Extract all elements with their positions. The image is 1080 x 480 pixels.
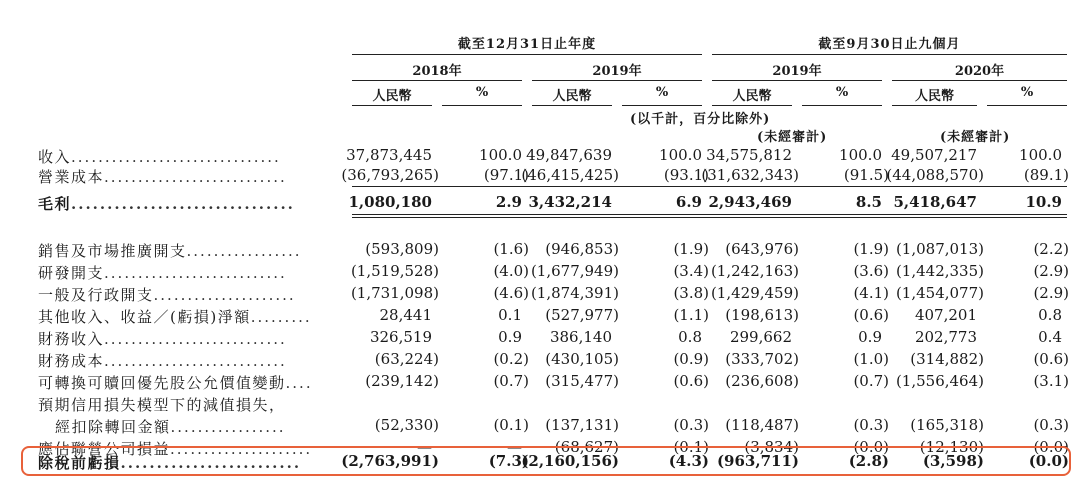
cell-pct: (1.6) <box>493 240 529 258</box>
row-label <box>38 372 313 393</box>
cell-rmb: 28,441 <box>379 306 432 324</box>
cell-pct: 0.8 <box>1038 306 1062 324</box>
cell-rmb: 49,847,639 <box>526 146 612 164</box>
rule-cost-bottom <box>352 186 1067 187</box>
rule-period-year <box>352 54 702 55</box>
cell-rmb: (36,793,265) <box>341 166 439 184</box>
table-row-rnd <box>0 262 1080 282</box>
cell-pct: 2.9 <box>495 193 522 211</box>
leader-dots: ........................... <box>104 352 287 370</box>
cell-pct: 0.9 <box>858 328 882 346</box>
cell-rmb: (12,130) <box>919 438 984 456</box>
cell-pct: (0.3) <box>853 416 889 434</box>
cell-pct: (0.1) <box>673 438 709 456</box>
cell-pct: (0.6) <box>1033 350 1069 368</box>
cell-pct: 6.9 <box>675 193 702 211</box>
rule-sub <box>532 105 612 106</box>
rule-year-2020 <box>892 80 1067 81</box>
cell-rmb: (137,131) <box>545 416 619 434</box>
cell-rmb: (1,677,949) <box>530 262 619 280</box>
cell-rmb: 407,201 <box>914 306 977 324</box>
subheader-pct: % <box>655 85 669 100</box>
cell-rmb: 202,773 <box>914 328 977 346</box>
cell-pct: (7.3) <box>488 452 529 470</box>
cell-rmb: 326,519 <box>369 328 432 346</box>
cell-pct: 0.4 <box>1038 328 1062 346</box>
row-label <box>38 166 287 187</box>
table-row-finance-income <box>0 328 1080 348</box>
rule-sub <box>352 105 432 106</box>
cell-pct: (0.6) <box>673 372 709 390</box>
leader-dots: ......... <box>250 308 312 326</box>
row-label <box>38 146 281 167</box>
subheader-rmb: 人民幣 <box>552 89 592 104</box>
cell-pct: (3.6) <box>853 262 889 280</box>
table-row-impairment-heading <box>0 394 1080 414</box>
row-label <box>38 240 302 261</box>
cell-pct: (0.7) <box>493 372 529 390</box>
row-label-text: 應佔聯營公司損益 <box>38 440 171 458</box>
row-label-text: 一般及行政開支 <box>38 286 154 304</box>
table-row-impairment-net <box>0 416 1080 436</box>
row-label <box>38 284 296 305</box>
row-label-text: 可轉換可贖回優先股公允價值變動 <box>38 374 286 392</box>
cell-rmb: (118,487) <box>725 416 799 434</box>
row-label-text: 財務成本 <box>38 352 105 370</box>
cell-rmb: (1,874,391) <box>530 284 619 302</box>
cell-pct: (3.8) <box>673 284 709 302</box>
cell-pct: (1.0) <box>853 350 889 368</box>
cell-pct: (3.1) <box>1033 372 1069 390</box>
cell-rmb: (1,731,098) <box>350 284 439 302</box>
cell-pct: 100.0 <box>659 146 702 164</box>
row-label-text: 銷售及市場推廣開支 <box>38 242 187 260</box>
subheader-pct: % <box>835 85 849 100</box>
cell-pct: — <box>507 438 522 456</box>
table-row-revenue <box>0 146 1080 166</box>
cell-pct: 0.8 <box>678 328 702 346</box>
year-2018: 2018年 <box>412 64 462 79</box>
cell-pct: (0.3) <box>1033 416 1069 434</box>
cell-rmb: (3,834) <box>744 438 799 456</box>
row-label-text: 研發開支 <box>38 264 105 282</box>
cell-rmb: 5,418,647 <box>893 193 977 211</box>
subheader-rmb: 人民幣 <box>372 89 412 104</box>
row-label-text: 預期信用損失模型下的減值損失， <box>38 396 286 414</box>
leader-dots: ........................... <box>104 168 287 186</box>
cell-rmb: (1,556,464) <box>895 372 984 390</box>
cell-pct: 0.1 <box>498 306 522 324</box>
year-2019-a: 2019年 <box>592 64 642 79</box>
rule-sub <box>987 105 1067 106</box>
cell-rmb: 2,943,469 <box>708 193 792 211</box>
table-row-finance-costs <box>0 350 1080 370</box>
cell-rmb: (46,415,425) <box>521 166 619 184</box>
row-label-text: 經扣除轉回金額 <box>55 418 171 436</box>
cell-pct: (0.0) <box>1028 452 1069 470</box>
rule-year-2019b <box>712 80 882 81</box>
leader-dots: ..................... <box>170 440 313 458</box>
cell-rmb: (239,142) <box>365 372 439 390</box>
cell-pct: (97.1) <box>483 166 529 184</box>
subheader-pct: % <box>475 85 489 100</box>
cell-pct: (0.0) <box>1033 438 1069 456</box>
leader-dots: ............................... <box>71 195 295 213</box>
cell-pct: (4.6) <box>493 284 529 302</box>
leader-dots: ........................... <box>104 330 287 348</box>
row-label <box>38 306 312 327</box>
leader-dots: ................. <box>186 242 302 260</box>
cell-pct: (4.0) <box>493 262 529 280</box>
table-row-other-income <box>0 306 1080 326</box>
cell-rmb: 386,140 <box>549 328 612 346</box>
cell-pct: (0.6) <box>853 306 889 324</box>
row-label-text: 財務收入 <box>38 330 105 348</box>
cell-rmb: (198,613) <box>725 306 799 324</box>
cell-rmb: (3,598) <box>922 452 984 470</box>
row-label <box>38 394 286 415</box>
row-label <box>38 328 287 349</box>
cell-rmb: (643,976) <box>725 240 799 258</box>
cell-pct: (0.9) <box>673 350 709 368</box>
cell-rmb: (52,330) <box>374 416 439 434</box>
subheader-pct: % <box>1020 85 1034 100</box>
cell-rmb: (2,160,156) <box>521 452 619 470</box>
period-title-nine-months: 截至9月30日止九個月 <box>818 37 961 52</box>
rule-year-2018 <box>352 80 522 81</box>
year-2020: 2020年 <box>954 64 1005 79</box>
rule-sub <box>712 105 792 106</box>
cell-rmb: (1,429,459) <box>710 284 799 302</box>
row-label-text: 收入 <box>38 148 72 166</box>
row-label-text: 除稅前虧損 <box>38 454 121 472</box>
row-label <box>55 416 286 437</box>
leader-dots: ........................... <box>104 264 287 282</box>
rule-gross-profit-bottom-2 <box>352 217 1067 218</box>
cell-pct: (3.4) <box>673 262 709 280</box>
cell-rmb: — <box>417 438 432 456</box>
cell-rmb: (333,702) <box>725 350 799 368</box>
leader-dots: .... <box>285 374 313 392</box>
rule-sub <box>442 105 522 106</box>
cell-rmb: (1,442,335) <box>895 262 984 280</box>
period-title-year: 截至12月31日止年度 <box>457 37 597 52</box>
table-row-cost-of-revenue <box>0 166 1080 186</box>
rule-sub <box>892 105 977 106</box>
cell-rmb: (165,318) <box>910 416 984 434</box>
cell-pct: (0.3) <box>673 416 709 434</box>
row-label-text: 其他收入、收益／(虧損)淨額 <box>38 308 251 326</box>
row-label-text: 營業成本 <box>38 168 105 186</box>
table-row-general-admin <box>0 284 1080 304</box>
rule-year-2019a <box>532 80 702 81</box>
cell-rmb: (1,087,013) <box>895 240 984 258</box>
cell-rmb: (527,977) <box>545 306 619 324</box>
cell-pct: (2.9) <box>1033 262 1069 280</box>
cell-rmb: 1,080,180 <box>348 193 432 211</box>
cell-pct: (2.8) <box>848 452 889 470</box>
rule-sub <box>802 105 882 106</box>
leader-dots: ..................... <box>153 286 296 304</box>
cell-rmb: (1,242,163) <box>710 262 799 280</box>
cell-pct: (2.2) <box>1033 240 1069 258</box>
row-label <box>38 262 287 283</box>
cell-rmb: (63,224) <box>374 350 439 368</box>
cell-rmb: (44,088,570) <box>886 166 984 184</box>
cell-pct: (1.9) <box>673 240 709 258</box>
subheader-rmb: 人民幣 <box>732 89 772 104</box>
cell-rmb: (1,454,077) <box>895 284 984 302</box>
cell-rmb: (236,608) <box>725 372 799 390</box>
cell-rmb: (68,627) <box>554 438 619 456</box>
cell-rmb: (430,105) <box>545 350 619 368</box>
unaudited-note-2019: (未經審計) <box>757 130 828 145</box>
rule-period-nine <box>712 54 1067 55</box>
cell-pct: 100.0 <box>839 146 882 164</box>
cell-rmb: 37,873,445 <box>346 146 432 164</box>
cell-rmb: 49,507,217 <box>891 146 977 164</box>
row-label-text: 毛利 <box>38 195 72 213</box>
cell-pct: (91.5) <box>843 166 889 184</box>
unit-note: (以千計，百分比除外) <box>630 112 771 127</box>
leader-dots: ......................... <box>120 454 302 472</box>
table-row-gross-profit <box>0 193 1080 213</box>
cell-rmb: (593,809) <box>365 240 439 258</box>
row-label <box>38 350 287 371</box>
cell-rmb: (314,882) <box>910 350 984 368</box>
table-row-preferred-shares-fv <box>0 372 1080 392</box>
table-row-selling-marketing <box>0 240 1080 260</box>
rule-sub <box>622 105 702 106</box>
year-2019-b: 2019年 <box>772 64 822 79</box>
row-label <box>38 193 295 214</box>
cell-rmb: 34,575,812 <box>706 146 792 164</box>
cell-pct: 100.0 <box>1019 146 1062 164</box>
cell-pct: (93.1) <box>663 166 709 184</box>
cell-rmb: (315,477) <box>545 372 619 390</box>
cell-rmb: (2,763,991) <box>341 452 439 470</box>
cell-rmb: (946,853) <box>545 240 619 258</box>
cell-pct: (0.2) <box>493 350 529 368</box>
loss-before-tax-highlight <box>21 446 1071 476</box>
leader-dots: ................. <box>170 418 286 436</box>
rule-gross-profit-bottom <box>352 214 1067 215</box>
cell-pct: (1.9) <box>853 240 889 258</box>
cell-pct: 10.9 <box>1025 193 1062 211</box>
subheader-rmb: 人民幣 <box>914 89 954 104</box>
cell-pct: 100.0 <box>479 146 522 164</box>
cell-pct: (2.9) <box>1033 284 1069 302</box>
leader-dots: ............................... <box>71 148 281 166</box>
cell-pct: (4.1) <box>853 284 889 302</box>
cell-pct: (4.3) <box>668 452 709 470</box>
cell-pct: (0.0) <box>853 438 889 456</box>
cell-pct: 8.5 <box>855 193 882 211</box>
cell-rmb: 3,432,214 <box>528 193 612 211</box>
cell-rmb: 299,662 <box>729 328 792 346</box>
cell-rmb: (1,519,528) <box>350 262 439 280</box>
cell-pct: (89.1) <box>1023 166 1069 184</box>
cell-pct: (0.1) <box>493 416 529 434</box>
cell-rmb: (963,711) <box>716 452 799 470</box>
unaudited-note-2020: (未經審計) <box>940 130 1011 145</box>
cell-pct: 0.9 <box>498 328 522 346</box>
cell-pct: (0.7) <box>853 372 889 390</box>
cell-rmb: (31,632,343) <box>701 166 799 184</box>
cell-pct: (1.1) <box>673 306 709 324</box>
